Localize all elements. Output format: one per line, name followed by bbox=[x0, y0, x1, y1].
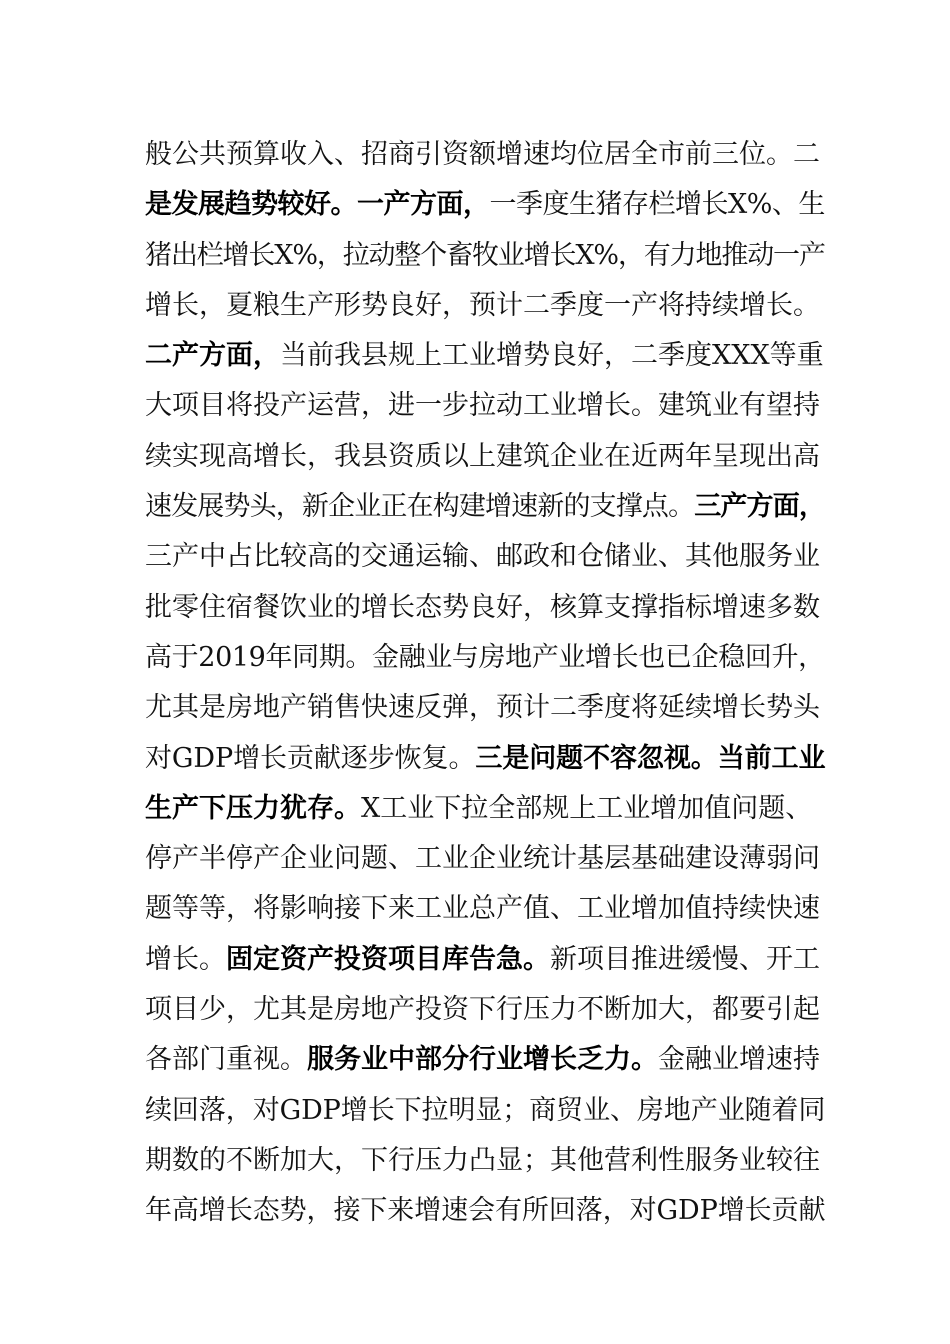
text-run: 各部门重视。 bbox=[145, 1044, 307, 1076]
text-line bbox=[145, 331, 825, 381]
text-line bbox=[145, 985, 825, 1035]
text-run: 续回落，对GDP增长下拉明显；商贸业、房地产业随着同 bbox=[145, 1094, 826, 1126]
text-run: X工业下拉全部规上工业增加值问题、 bbox=[361, 792, 813, 824]
text-line bbox=[145, 583, 825, 633]
text-run: 猪出栏增长X%，拉动整个畜牧业增长X%，有力地推动一产 bbox=[145, 239, 825, 271]
text-run: 增长，夏粮生产形势良好，预计二季度一产将持续增长。 bbox=[145, 289, 820, 321]
bold-heading-run: 三产方面， bbox=[694, 491, 826, 523]
text-line bbox=[145, 935, 825, 985]
text-run: 增长。 bbox=[145, 943, 226, 975]
bold-heading-run: 服务业中部分行业增长乏力。 bbox=[307, 1044, 658, 1076]
text-run: 高于2019年同期。金融业与房地产业增长也已企稳回升， bbox=[145, 641, 825, 673]
text-run: 题等等，将影响接下来工业总产值、工业增加值持续快速 bbox=[145, 893, 820, 925]
bold-heading-run: 三是问题不容忽视。当前工业 bbox=[475, 742, 826, 774]
text-line bbox=[145, 884, 825, 934]
text-line bbox=[145, 633, 825, 683]
text-run: 续实现高增长，我县资质以上建筑企业在近两年呈现出高 bbox=[145, 440, 820, 472]
text-line bbox=[145, 1086, 825, 1136]
text-run: 金融业增速持 bbox=[658, 1044, 820, 1076]
text-line bbox=[145, 180, 825, 230]
text-run: 批零住宿餐饮业的增长态势良好，核算支撑指标增速多数 bbox=[145, 591, 820, 623]
text-run: 般公共预算收入、招商引资额增速均位居全市前三位。二 bbox=[145, 139, 820, 170]
bold-heading-run: 生产下压力犹存。 bbox=[145, 792, 361, 824]
text-run: 一季度生猪存栏增长X%、生 bbox=[489, 189, 825, 221]
text-line bbox=[145, 1186, 825, 1236]
text-line bbox=[145, 130, 825, 180]
text-run: 新项目推进缓慢、开工 bbox=[550, 943, 820, 975]
document-body bbox=[145, 130, 825, 1237]
text-line bbox=[145, 834, 825, 884]
text-line bbox=[145, 784, 825, 834]
bold-heading-run: 是发展趋势较好。一产方面， bbox=[145, 189, 490, 221]
text-run: 年高增长态势，接下来增速会有所回落，对GDP增长贡献 bbox=[145, 1195, 826, 1227]
text-line bbox=[145, 381, 825, 431]
text-run: 当前我县规上工业增势良好，二季度XXX等重 bbox=[280, 340, 824, 372]
text-run: 对GDP增长贡献逐步恢复。 bbox=[145, 742, 476, 774]
text-run: 项目少，尤其是房地产投资下行压力不断加大，都要引起 bbox=[145, 994, 820, 1026]
bold-heading-run: 二产方面， bbox=[145, 340, 280, 372]
text-line bbox=[145, 482, 825, 532]
text-run: 停产半停产企业问题、工业企业统计基层基础建设薄弱问 bbox=[145, 843, 820, 875]
text-line bbox=[145, 432, 825, 482]
text-line bbox=[145, 1136, 825, 1186]
text-run: 期数的不断加大，下行压力凸显；其他营利性服务业较往 bbox=[145, 1144, 820, 1176]
text-line bbox=[145, 281, 825, 331]
text-line bbox=[145, 532, 825, 582]
text-run: 尤其是房地产销售快速反弹，预计二季度将延续增长势头 bbox=[145, 692, 820, 724]
text-run: 三产中占比较高的交通运输、邮政和仓储业、其他服务业 bbox=[145, 541, 820, 573]
text-line bbox=[145, 231, 825, 281]
bold-heading-run: 固定资产投资项目库告急。 bbox=[226, 943, 550, 975]
text-run: 速发展势头，新企业正在构建增速新的支撑点。 bbox=[145, 491, 695, 523]
text-line bbox=[145, 683, 825, 733]
text-line bbox=[145, 1035, 825, 1085]
text-line bbox=[145, 734, 825, 784]
text-run: 大项目将投产运营，进一步拉动工业增长。建筑业有望持 bbox=[145, 390, 820, 422]
